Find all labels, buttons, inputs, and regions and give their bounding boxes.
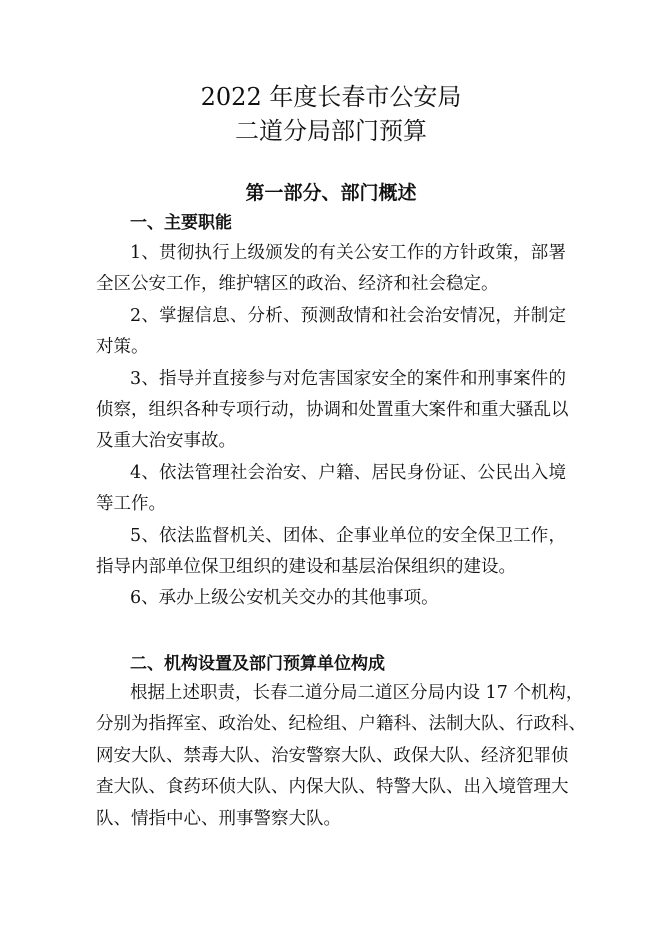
paragraph-line: 查大队、食药环侦大队、内保大队、特警大队、出入境管理大 — [96, 777, 569, 797]
part-heading: 第一部分、部门概述 — [245, 182, 417, 204]
paragraph-line: 根据上述职责，长春二道分局二道区分局内设 17 个机构， — [130, 683, 584, 703]
paragraph-line: 侦察，组织各种专项行动，协调和处置重大案件和重大骚乱以 — [96, 400, 569, 420]
paragraph-line: 及重大治安事故。 — [96, 431, 236, 451]
paragraph-line: 3、指导并直接参与对危害国家安全的案件和刑事案件的 — [130, 369, 566, 389]
paragraph-line: 指导内部单位保卫组织的建设和基层治保组织的建设。 — [96, 557, 516, 577]
section-heading: 二、机构设置及部门预算单位构成 — [130, 654, 385, 674]
paragraph-line: 全区公安工作，维护辖区的政治、经济和社会稳定。 — [96, 274, 499, 294]
paragraph-line: 分别为指挥室、政治处、纪检组、户籍科、法制大队、行政科、 — [96, 714, 586, 734]
paragraph-line: 对策。 — [96, 337, 149, 357]
paragraph-line: 网安大队、禁毒大队、治安警察大队、政保大队、经济犯罪侦 — [96, 746, 569, 766]
document-title-line-2: 二道分局部门预算 — [235, 117, 427, 145]
section-heading: 一、主要职能 — [130, 213, 232, 233]
paragraph-line: 6、承办上级公安机关交办的其他事项。 — [130, 588, 439, 608]
paragraph-line: 等工作。 — [96, 494, 166, 514]
document-title-line-1: 2022 年度长春市公安局 — [200, 83, 462, 111]
paragraph-line: 1、贯彻执行上级颁发的有关公安工作的方针政策，部署 — [130, 243, 566, 263]
paragraph-line: 4、依法管理社会治安、户籍、居民身份证、公民出入境 — [130, 463, 566, 483]
paragraph-line: 5、依法监督机关、团体、企事业单位的安全保卫工作， — [130, 526, 566, 546]
paragraph-line: 2、掌握信息、分析、预测敌情和社会治安情况，并制定 — [130, 306, 566, 326]
paragraph-line: 队、情指中心、刑事警察大队。 — [96, 809, 341, 829]
